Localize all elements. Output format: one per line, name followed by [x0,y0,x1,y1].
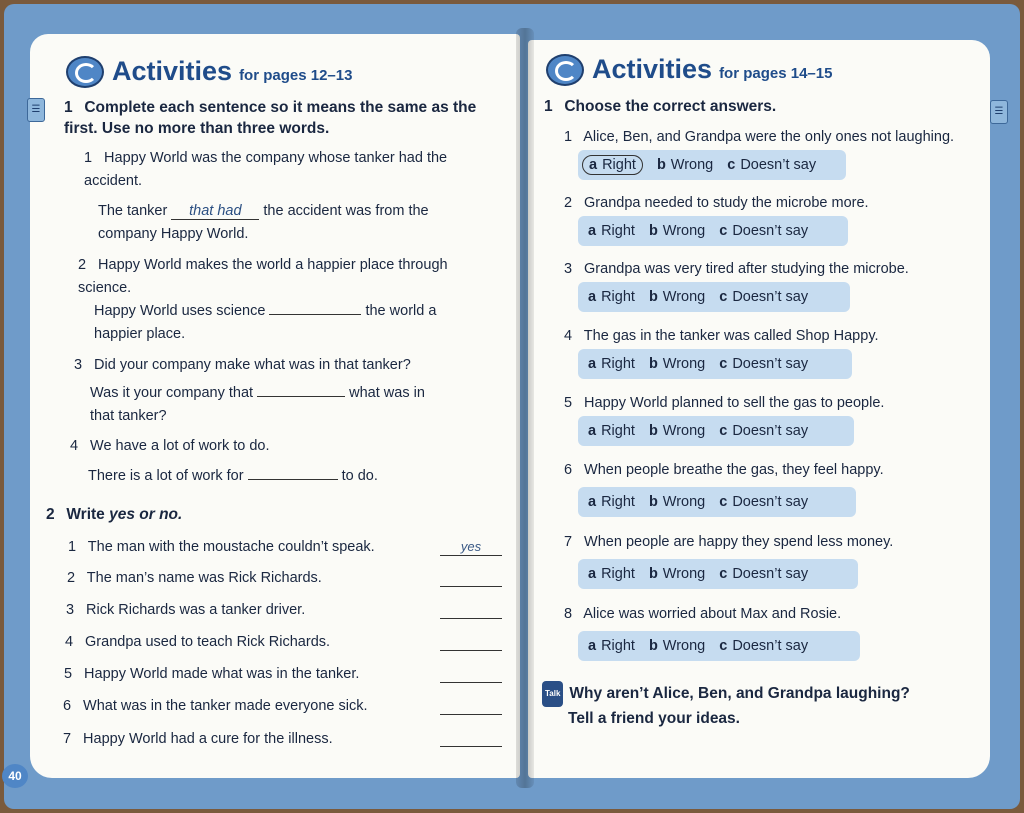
left-ex2-instruction: 2 Write yes or no. [46,506,183,523]
ex1-item-3-sentence: 3 Did your company make what was in that tanker? [74,357,411,373]
ex2-answer-7[interactable] [440,728,502,747]
ex1-item-2-answer[interactable] [269,314,361,315]
option-c-8[interactable]: c Doesn’t say [719,638,809,654]
swirl-logo-icon [546,54,584,86]
option-b-5[interactable]: b Wrong [648,423,706,439]
option-b-4[interactable]: b Wrong [648,356,706,372]
choose-options-8 [578,631,860,661]
option-c-2[interactable]: c Doesn’t say [719,223,809,239]
option-a-6[interactable]: a Right [588,494,635,510]
left-title: Activities [112,56,233,86]
choose-options-5 [578,416,854,446]
choose-options-4 [578,349,852,379]
option-a-2[interactable]: a Right [588,223,635,239]
option-c-3[interactable]: c Doesn’t say [719,289,809,305]
right-page [528,40,990,778]
page-number: 40 [2,764,28,788]
ex2-answer-2[interactable] [440,568,502,587]
right-subtitle: for pages 14–15 [719,65,833,82]
ex1-item-4-rewrite: There is a lot of work for to do. [88,468,378,484]
book-spine [516,28,534,788]
choose-item-3: 3 Grandpa was very tired after studying the microbe. [564,261,909,277]
ex2-item-4: 4 Grandpa used to teach Rick Richards. [65,634,331,650]
option-c-7[interactable]: c Doesn’t say [719,566,809,582]
option-a-3[interactable]: a Right [588,289,635,305]
ex2-item-3: 3 Rick Richards was a tanker driver. [66,602,306,618]
choose-item-7: 7 When people are happy they spend less money. [564,534,894,550]
option-c-5[interactable]: c Doesn’t say [719,423,809,439]
choose-options-2 [578,216,848,246]
ex1-item-4-answer[interactable] [248,479,338,480]
ex2-item-5: 5 Happy World made what was in the tanker. [64,666,360,682]
option-b-2[interactable]: b Wrong [648,223,706,239]
ex1-item-2-rewrite: Happy World uses science the world a happier place. [94,303,437,342]
choose-item-2: 2 Grandpa needed to study the microbe more. [564,195,869,211]
ex1-item-4-sentence: 4 We have a lot of work to do. [70,438,270,454]
ex2-item-2: 2 The man’s name was Rick Richards. [67,570,322,586]
ex1-item-2-sentence: 2 Happy World makes the world a happier place through science. [78,257,448,296]
left-subtitle: for pages 12–13 [239,67,353,84]
ex2-answer-5[interactable] [440,664,502,683]
option-c-4[interactable]: c Doesn’t say [719,356,809,372]
option-b-8[interactable]: b Wrong [648,638,706,654]
ex2-item-7: 7 Happy World had a cure for the illness. [63,731,333,747]
option-a-5[interactable]: a Right [588,423,635,439]
ex1-item-1-answer[interactable]: that had [171,203,259,220]
ex1-item-1-rewrite: The tanker that had the accident was from the company Happy World. [98,203,429,242]
option-b-1[interactable]: b Wrong [656,157,714,173]
ex2-item-6: 6 What was in the tanker made everyone sick. [63,698,368,714]
choose-options-7 [578,559,858,589]
left-header [66,56,352,88]
option-b-3[interactable]: b Wrong [648,289,706,305]
choose-item-8: 8 Alice was worried about Max and Rosie. [564,606,842,622]
right-header [546,54,832,86]
option-a-1[interactable]: a Right [582,155,643,175]
option-a-7[interactable]: a Right [588,566,635,582]
choose-item-5: 5 Happy World planned to sell the gas to people. [564,395,885,411]
ex2-answer-3[interactable] [440,600,502,619]
choose-item-4: 4 The gas in the tanker was called Shop Happy. [564,328,879,344]
left-page [30,34,520,778]
ex1-item-3-rewrite: Was it your company that what was in that tanker? [90,385,425,424]
right-title: Activities [592,54,713,84]
talk-speech-icon: Talk [542,681,563,707]
choose-options-6 [578,487,856,517]
right-bookmark-tab-icon: ☰ [990,100,1008,124]
choose-item-6: 6 When people breathe the gas, they feel happy. [564,462,884,478]
option-a-4[interactable]: a Right [588,356,635,372]
ex1-item-1-sentence: 1 Happy World was the company whose tanker had the accident. [84,150,448,189]
ex2-answer-1[interactable]: yes [440,537,502,556]
choose-options-3 [578,282,850,312]
ex2-answer-4[interactable] [440,632,502,651]
option-c-1[interactable]: c Doesn’t say [727,157,817,173]
option-b-6[interactable]: b Wrong [648,494,706,510]
choose-item-1: 1 Alice, Ben, and Grandpa were the only ones not laughing. [564,129,955,145]
option-c-6[interactable]: c Doesn’t say [719,494,809,510]
ex1-item-3-answer[interactable] [257,396,345,397]
choose-options-1 [578,150,846,180]
swirl-logo-icon [66,56,104,88]
option-b-7[interactable]: b Wrong [648,566,706,582]
ex2-answer-6[interactable] [440,696,502,715]
left-bookmark-tab-icon: ☰ [27,98,45,122]
right-ex1-instruction: 1 Choose the correct answers. [544,98,777,115]
ex2-item-1: 1 The man with the moustache couldn’t speak. [68,539,375,555]
option-a-8[interactable]: a Right [588,638,635,654]
left-ex1-instruction: 1 Complete each sentence so it means the same as the first. Use no more than three words. [64,99,477,137]
talk-prompt: Talk Why aren’t Alice, Ben, and Grandpa laughing? Tell a friend your ideas. [542,681,972,731]
